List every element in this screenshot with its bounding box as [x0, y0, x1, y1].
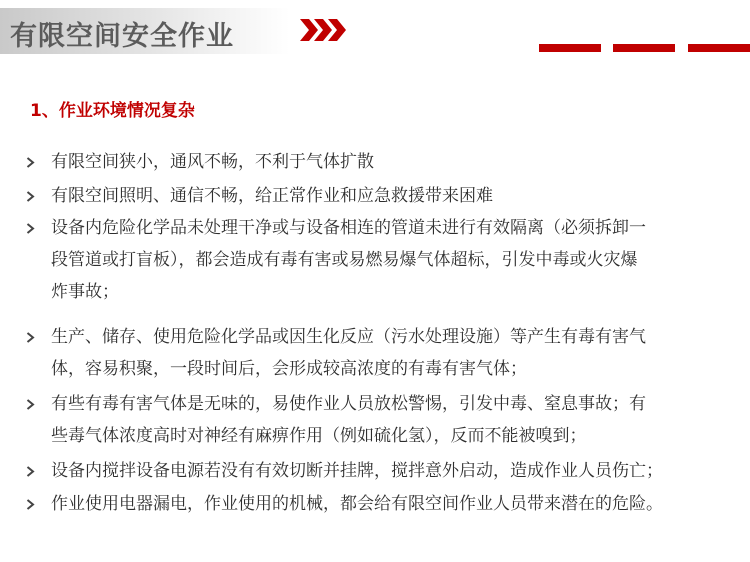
list-item	[20, 212, 742, 308]
chevron-right-icon	[20, 321, 54, 353]
chevron-right-icon	[20, 488, 54, 520]
list-item	[20, 388, 742, 452]
double-chevron-icon	[300, 19, 346, 41]
slide-header	[0, 0, 750, 56]
list-item	[20, 321, 742, 385]
list-item-text: 设备内搅拌设备电源若没有有效切断并挂牌，搅拌意外启动，造成作业人员伤亡；	[51, 461, 663, 481]
list-item	[20, 488, 742, 520]
slide-title: 有限空间安全作业	[10, 21, 234, 52]
accent-bar	[539, 44, 601, 52]
list-item-text: 设备内危险化学品未处理干净或与设备相连的管道未进行有效隔离（必须拆卸一	[51, 218, 646, 238]
section-subtitle: 1、作业环境情况复杂	[30, 101, 195, 121]
list-item-text: 段管道或打盲板），都会造成有毒有害或易燃易爆气体超标，引发中毒或火灾爆	[51, 250, 638, 270]
list-item	[20, 180, 742, 212]
list-item	[20, 455, 742, 487]
chevron-right-icon	[20, 388, 54, 420]
list-item-text: 作业使用电器漏电，作业使用的机械，都会给有限空间作业人员带来潜在的危险。	[51, 494, 663, 514]
chevron-right-icon	[20, 146, 54, 178]
chevron-right-icon	[20, 180, 54, 212]
list-item-text: 有些有毒有害气体是无味的，易使作业人员放松警惕，引发中毒、窒息事故；有	[51, 394, 646, 414]
list-item-text: 有限空间照明、通信不畅，给正常作业和应急救援带来困难	[51, 186, 493, 206]
accent-bar	[613, 44, 675, 52]
chevron-right-icon	[20, 455, 54, 487]
accent-bar	[688, 44, 750, 52]
list-item-text: 炸事故；	[51, 282, 119, 302]
list-item-text: 生产、储存、使用危险化学品或因生化反应（污水处理设施）等产生有毒有害气	[51, 327, 646, 347]
list-item	[20, 146, 742, 178]
chevron-right-icon	[20, 212, 54, 244]
list-item-text: 有限空间狭小，通风不畅，不利于气体扩散	[51, 152, 374, 172]
list-item-text: 些毒气体浓度高时对神经有麻痹作用（例如硫化氢），反而不能被嗅到；	[51, 426, 587, 446]
list-item-text: 体，容易积聚，一段时间后，会形成较高浓度的有毒有害气体；	[51, 359, 527, 379]
